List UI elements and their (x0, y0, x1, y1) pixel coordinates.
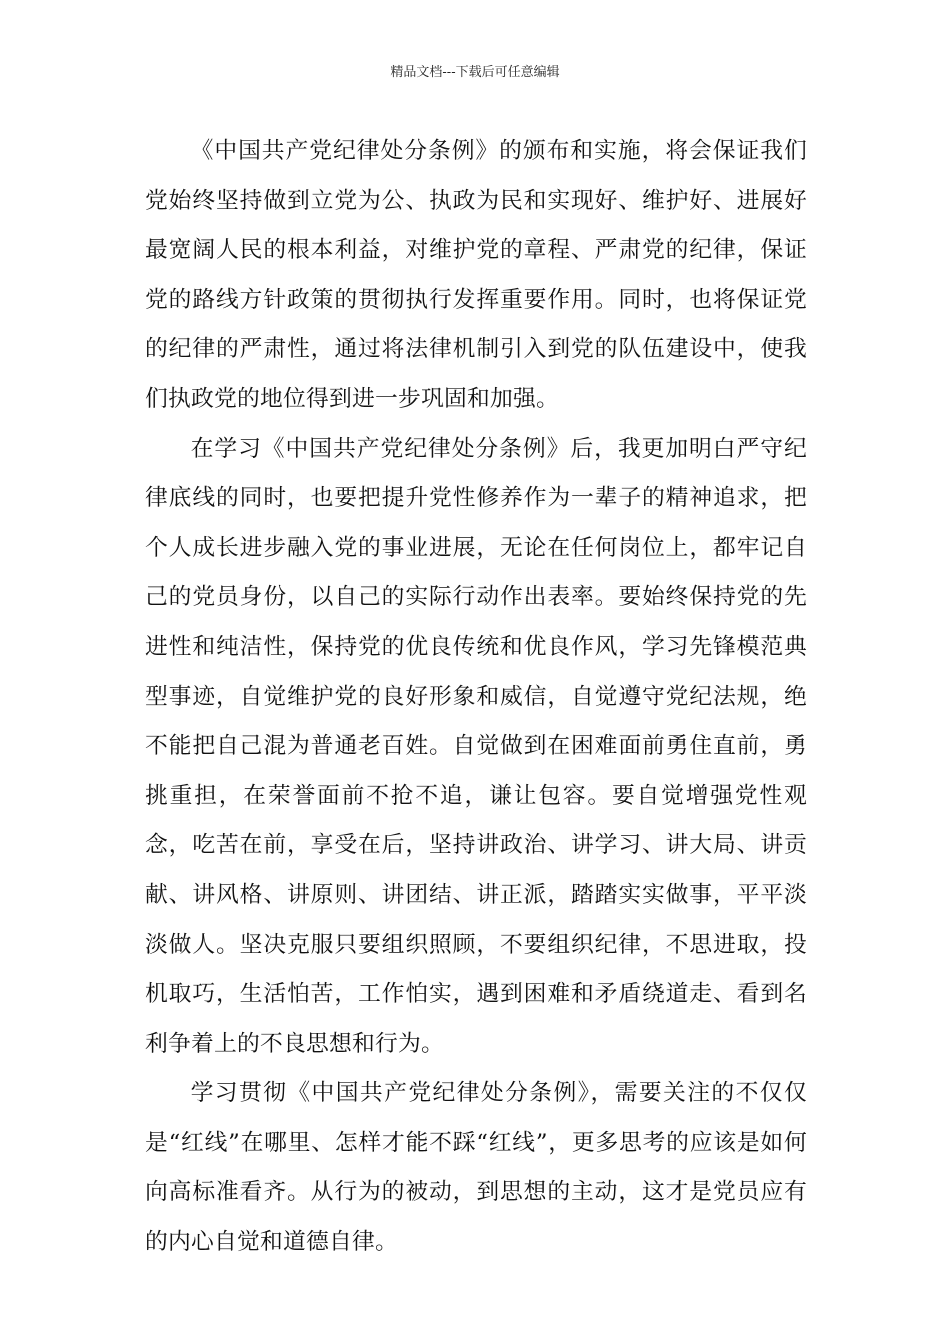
document-body (145, 127, 807, 1268)
paragraph-1: 《中国共产党纪律处分条例》的颁布和实施，将会保证我们党始终坚持做到立党为公、执政为民和实现好、维护好、进展好最宽阔人民的根本利益，对维护党的章程、严肃党的纪律，保证党的路线方针政策的贯彻执行发挥重要作用。同时，也将保证党的纪律的严肃性，通过将法律机制引入到党的队伍建设中，使我们执政党的地位得到进一步巩固和加强。 (145, 138, 807, 412)
paragraph-3: 学习贯彻《中国共产党纪律处分条例》，需要关注的不仅仅是“红线”在哪里、怎样才能不踩“红线”，更多思考的应该是如何向高标准看齐。从行为的被动，到思想的主动，这才是党员应有的内心自觉和道德自律。 (145, 1080, 807, 1256)
paragraph-2: 在学习《中国共产党纪律处分条例》后，我更加明白严守纪律底线的同时，也要把提升党性修养作为一辈子的精神追求，把个人成长进步融入党的事业进展，无论在任何岗位上，都牢记自己的党员身份，以自己的实际行动作出表率。要始终保持党的先进性和纯洁性，保持党的优良传统和优良作风，学习先锋模范典型事迹，自觉维护党的良好形象和威信，自觉遵守党纪法规，绝不能把自己混为普通老百姓。自觉做到在困难面前勇住直前，勇挑重担，在荣誉面前不抢不追，谦让包容。要自觉增强党性观念，吃苦在前，享受在后，坚持讲政治、讲学习、讲大局、讲贡献、讲风格、讲原则、讲团结、讲正派，踏踏实实做事，平平淡淡做人。坚决克服只要组织照顾，不要组织纪律，不思进取，投机取巧，生活怕苦，工作怕实，遇到困难和矛盾绕道走、看到名利争着上的不良思想和行为。 (145, 435, 807, 1057)
page-header: 精品文档---下载后可任意编辑 (390, 65, 560, 80)
